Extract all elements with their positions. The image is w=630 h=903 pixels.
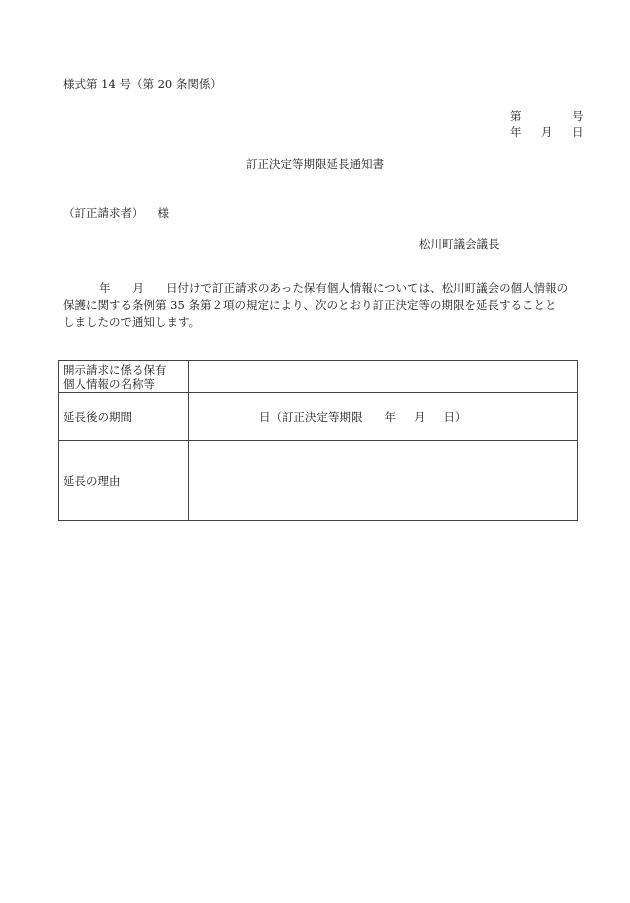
body-month: 月 <box>132 281 144 295</box>
body-line-1 <box>63 280 581 297</box>
info-table <box>58 360 578 521</box>
reason-label: 延長の理由 <box>59 441 189 521</box>
info-name-label <box>59 361 189 393</box>
date-day: 日 <box>572 125 584 139</box>
info-name-value <box>189 361 578 393</box>
period-day: 日（訂正決定等期限 <box>259 409 363 424</box>
doc-number-prefix: 第 <box>510 109 522 123</box>
addressee-honorific: 様 <box>157 206 169 220</box>
body-year: 年 <box>99 281 111 295</box>
addressee-name: （訂正請求者） <box>63 206 144 220</box>
doc-number-suffix: 号 <box>572 109 584 123</box>
form-number: 様式第 14 号（第 20 条関係） <box>63 77 222 91</box>
document-title: 訂正決定等期限延長通知書 <box>246 157 384 171</box>
date-month: 月 <box>541 125 553 139</box>
period-value <box>189 393 578 441</box>
body-line1-rest: 日付けで訂正請求のあった保有個人情報については、松川町議会の個人情報の <box>166 281 569 295</box>
info-name-label-line-2: 個人情報の名称等 <box>63 376 155 391</box>
period-date-end: 日） <box>443 409 467 424</box>
reason-value <box>189 441 578 521</box>
table-row <box>59 361 578 393</box>
table-row <box>59 441 578 521</box>
table-row <box>59 393 578 441</box>
addressee <box>63 205 169 221</box>
body-line-3: しましたので通知します。 <box>63 315 201 329</box>
info-name-label-line-1: 開示請求に係る保有 <box>63 362 167 377</box>
period-label: 延長後の期間 <box>59 393 189 441</box>
body-line-2: 保護に関する条例第 35 条第２項の規定により、次のとおり訂正決定等の期限を延長することと <box>63 298 557 312</box>
date-year: 年 <box>510 125 522 139</box>
period-year: 年 <box>384 409 396 424</box>
period-month: 月 <box>414 409 426 424</box>
sender: 松川町議会議長 <box>419 237 500 251</box>
body-text <box>63 280 581 331</box>
